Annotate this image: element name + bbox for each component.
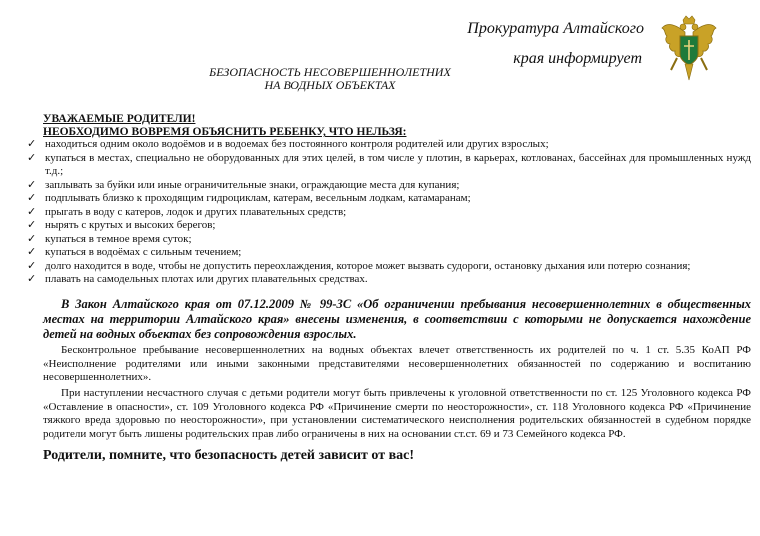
- list-item: ✓ купаться в темное время суток;: [27, 232, 192, 245]
- list-item: ✓ нырять с крутых и высоких берегов;: [27, 219, 216, 231]
- document-title-line2: НА ВОДНЫХ ОБЪЕКТАХ: [264, 78, 396, 92]
- list-item: ✓ купаться в водоёмах с сильным течением;: [27, 246, 242, 258]
- list-item: ✓ плавать на самодельных плотах или других плавательных средствах.: [27, 273, 368, 285]
- checkmark-icon: ✓: [27, 205, 37, 218]
- document-title-line1: БЕЗОПАСНОСТЬ НЕСОВЕРШЕННОЛЕТНИХ: [209, 65, 451, 79]
- list-item: ✓ долго находится в воде, чтобы не допустить переохлаждения, которое может вызвать судороги, остановку дыхания или потерю сознания;: [27, 259, 691, 272]
- heading-line1: УВАЖАЕМЫЕ РОДИТЕЛИ!: [43, 113, 196, 125]
- document-title: [160, 66, 500, 92]
- warning-heading: [43, 113, 406, 139]
- list-item: ✓ прыгать в воду с катеров, лодок и других плавательных средств;: [27, 205, 347, 218]
- org-name-line1: Прокуратура Алтайского: [467, 20, 644, 37]
- closing-statement: Родители, помните, что безопасность детей зависит от вас!: [43, 448, 415, 463]
- checkmark-icon: ✓: [27, 259, 37, 272]
- list-item: ✓ подплывать близко к проходящим гидроциклам, катерам, весельным лодкам, катамаранам;: [27, 192, 471, 204]
- checkmark-icon: ✓: [27, 192, 37, 204]
- law-amendment-paragraph: В Закон Алтайского края от 07.12.2009 № 99-ЗС «Об ограничении пребывания несовершеннолетних в общественных местах на территории Алтайского края» внесены изменения, в соответствии с которыми не допускается нахождение детей на водных объектах без сопровождения взрослых.: [43, 297, 751, 341]
- checkmark-icon: ✓: [27, 178, 37, 191]
- prosecutor-eagle-emblem-icon: [661, 14, 717, 86]
- heading-line2: НЕОБХОДИМО ВОВРЕМЯ ОБЪЯСНИТЬ РЕБЕНКУ, ЧТО НЕЛЬЗЯ:: [43, 126, 407, 138]
- administrative-liability-paragraph: Бесконтрольное пребывание несовершеннолетних на водных объектах влечет ответственность их родителей по ч. 1 ст. 5.35 КоАП РФ «Неисполнение родителями или иными законными представителями несовершеннолетних обязанностей по содержанию и воспитанию несовершеннолетних».: [43, 344, 751, 383]
- checkmark-icon: ✓: [27, 138, 37, 150]
- checkmark-icon: ✓: [27, 219, 37, 231]
- org-name-line2: края информирует: [513, 50, 642, 67]
- checkmark-icon: ✓: [27, 151, 37, 164]
- checkmark-icon: ✓: [27, 273, 37, 285]
- criminal-liability-paragraph: При наступлении несчастного случая с детьми родители могут быть привлечены к уголовной ответственности по ст. 125 Уголовного кодекса РФ «Оставление в опасности», ст. 109 Уголовного кодекса РФ «Причинение смерти по неосторожности», ст. 118 Уголовного кодекса РФ «Причинение тяжкого вреда здоровью по неосторожности», при установлении систематического неисполнения родительских обязанностей в судебном порядке родители могут быть лишены родительских прав либо ограничены в них на основании ст.ст. 69 и 73 Семейного кодекса РФ.: [43, 387, 751, 440]
- prohibited-actions-list: [27, 138, 751, 287]
- list-item: ✓ заплывать за буйки или иные ограничительные знаки, ограждающие места для купания;: [27, 178, 460, 191]
- checkmark-icon: ✓: [27, 246, 37, 258]
- checkmark-icon: ✓: [27, 232, 37, 245]
- list-item: ✓ находиться одним около водоёмов и в водоемах без постоянного контроля родителей или других взрослых;: [27, 138, 549, 150]
- list-item: ✓ купаться в местах, специально не оборудованных для этих целей, в том числе у плотин, в карьерах, котлованах, бассейнах для промышленных нужд т.д.;: [27, 151, 751, 177]
